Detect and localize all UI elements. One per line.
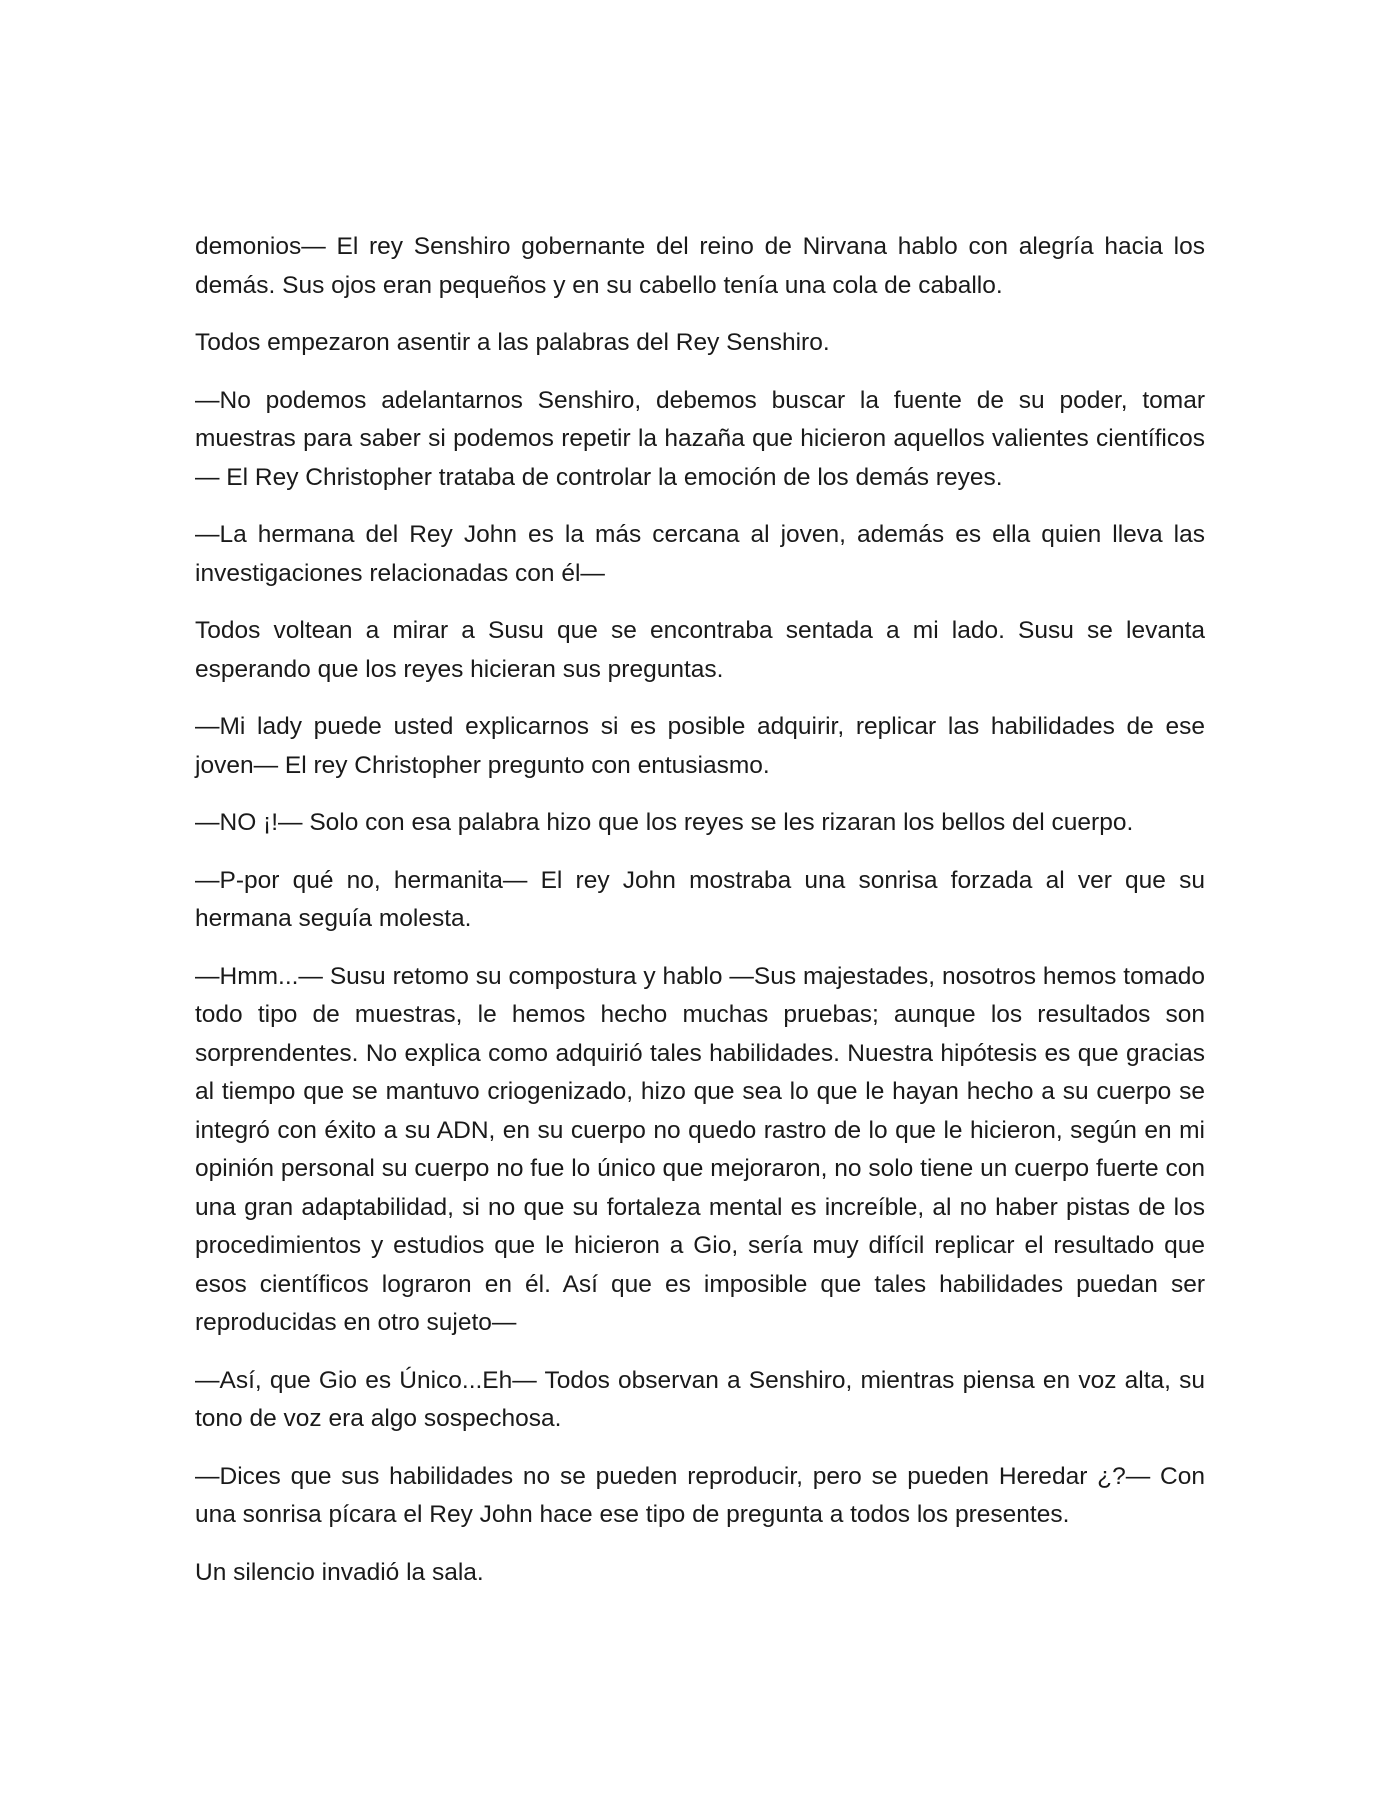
document-body [195,228,1205,1611]
paragraph: Un silencio invadió la sala. [195,1558,484,1586]
paragraph: —No podemos adelantarnos Senshiro, debemos buscar la fuente de su poder, tomar muestras para saber si podemos repetir la hazaña que hicieron aquellos valientes científicos— El Rey Christopher trataba de controlar la emoción de los demás reyes. [195,386,1205,491]
paragraph: —La hermana del Rey John es la más cercana al joven, además es ella quien lleva las investigaciones relacionadas con él— [195,521,1205,587]
paragraph: Todos voltean a mirar a Susu que se encontraba sentada a mi lado. Susu se levanta esperando que los reyes hicieran sus preguntas. [195,617,1205,683]
paragraph: —Hmm...— Susu retomo su compostura y hablo —Sus majestades, nosotros hemos tomado todo tipo de muestras, le hemos hecho muchas pruebas; aunque los resultados son sorprendentes. No explica como adquirió tales habilidades. Nuestra hipótesis es que gracias al tiempo que se mantuvo criogenizado, hizo que sea lo que le hayan hecho a su cuerpo se integró con éxito a su ADN, en su cuerpo no quedo rastro de lo que le hicieron, según en mi opinión personal su cuerpo no fue lo único que mejoraron, no solo tiene un cuerpo fuerte con una gran adaptabilidad, si no que su fortaleza mental es increíble, al no haber pistas de los procedimientos y estudios que le hicieron a Gio, sería muy difícil replicar el resultado que esos científicos lograron en él. Así que es imposible que tales habilidades puedan ser reproducidas en otro sujeto— [195,962,1205,1336]
paragraph: —Así, que Gio es Único...Eh— Todos observan a Senshiro, mientras piensa en voz alta, su tono de voz era algo sospechosa. [195,1366,1205,1432]
paragraph: Todos empezaron asentir a las palabras del Rey Senshiro. [195,329,830,356]
paragraph: —NO ¡!— Solo con esa palabra hizo que los reyes se les rizaran los bellos del cuerpo. [195,809,1134,836]
paragraph: —Mi lady puede usted explicarnos si es posible adquirir, replicar las habilidades de ese joven— El rey Christopher pregunto con entusiasmo. [195,713,1205,779]
paragraph: —Dices que sus habilidades no se pueden reproducir, pero se pueden Heredar ¿?— Con una sonrisa pícara el Rey John hace ese tipo de pregunta a todos los presentes. [195,1462,1205,1528]
paragraph: demonios— El rey Senshiro gobernante del reino de Nirvana hablo con alegría hacia los demás. Sus ojos eran pequeños y en su cabello tenía una cola de caballo. [195,233,1205,299]
paragraph: —P-por qué no, hermanita— El rey John mostraba una sonrisa forzada al ver que su hermana seguía molesta. [195,866,1205,932]
